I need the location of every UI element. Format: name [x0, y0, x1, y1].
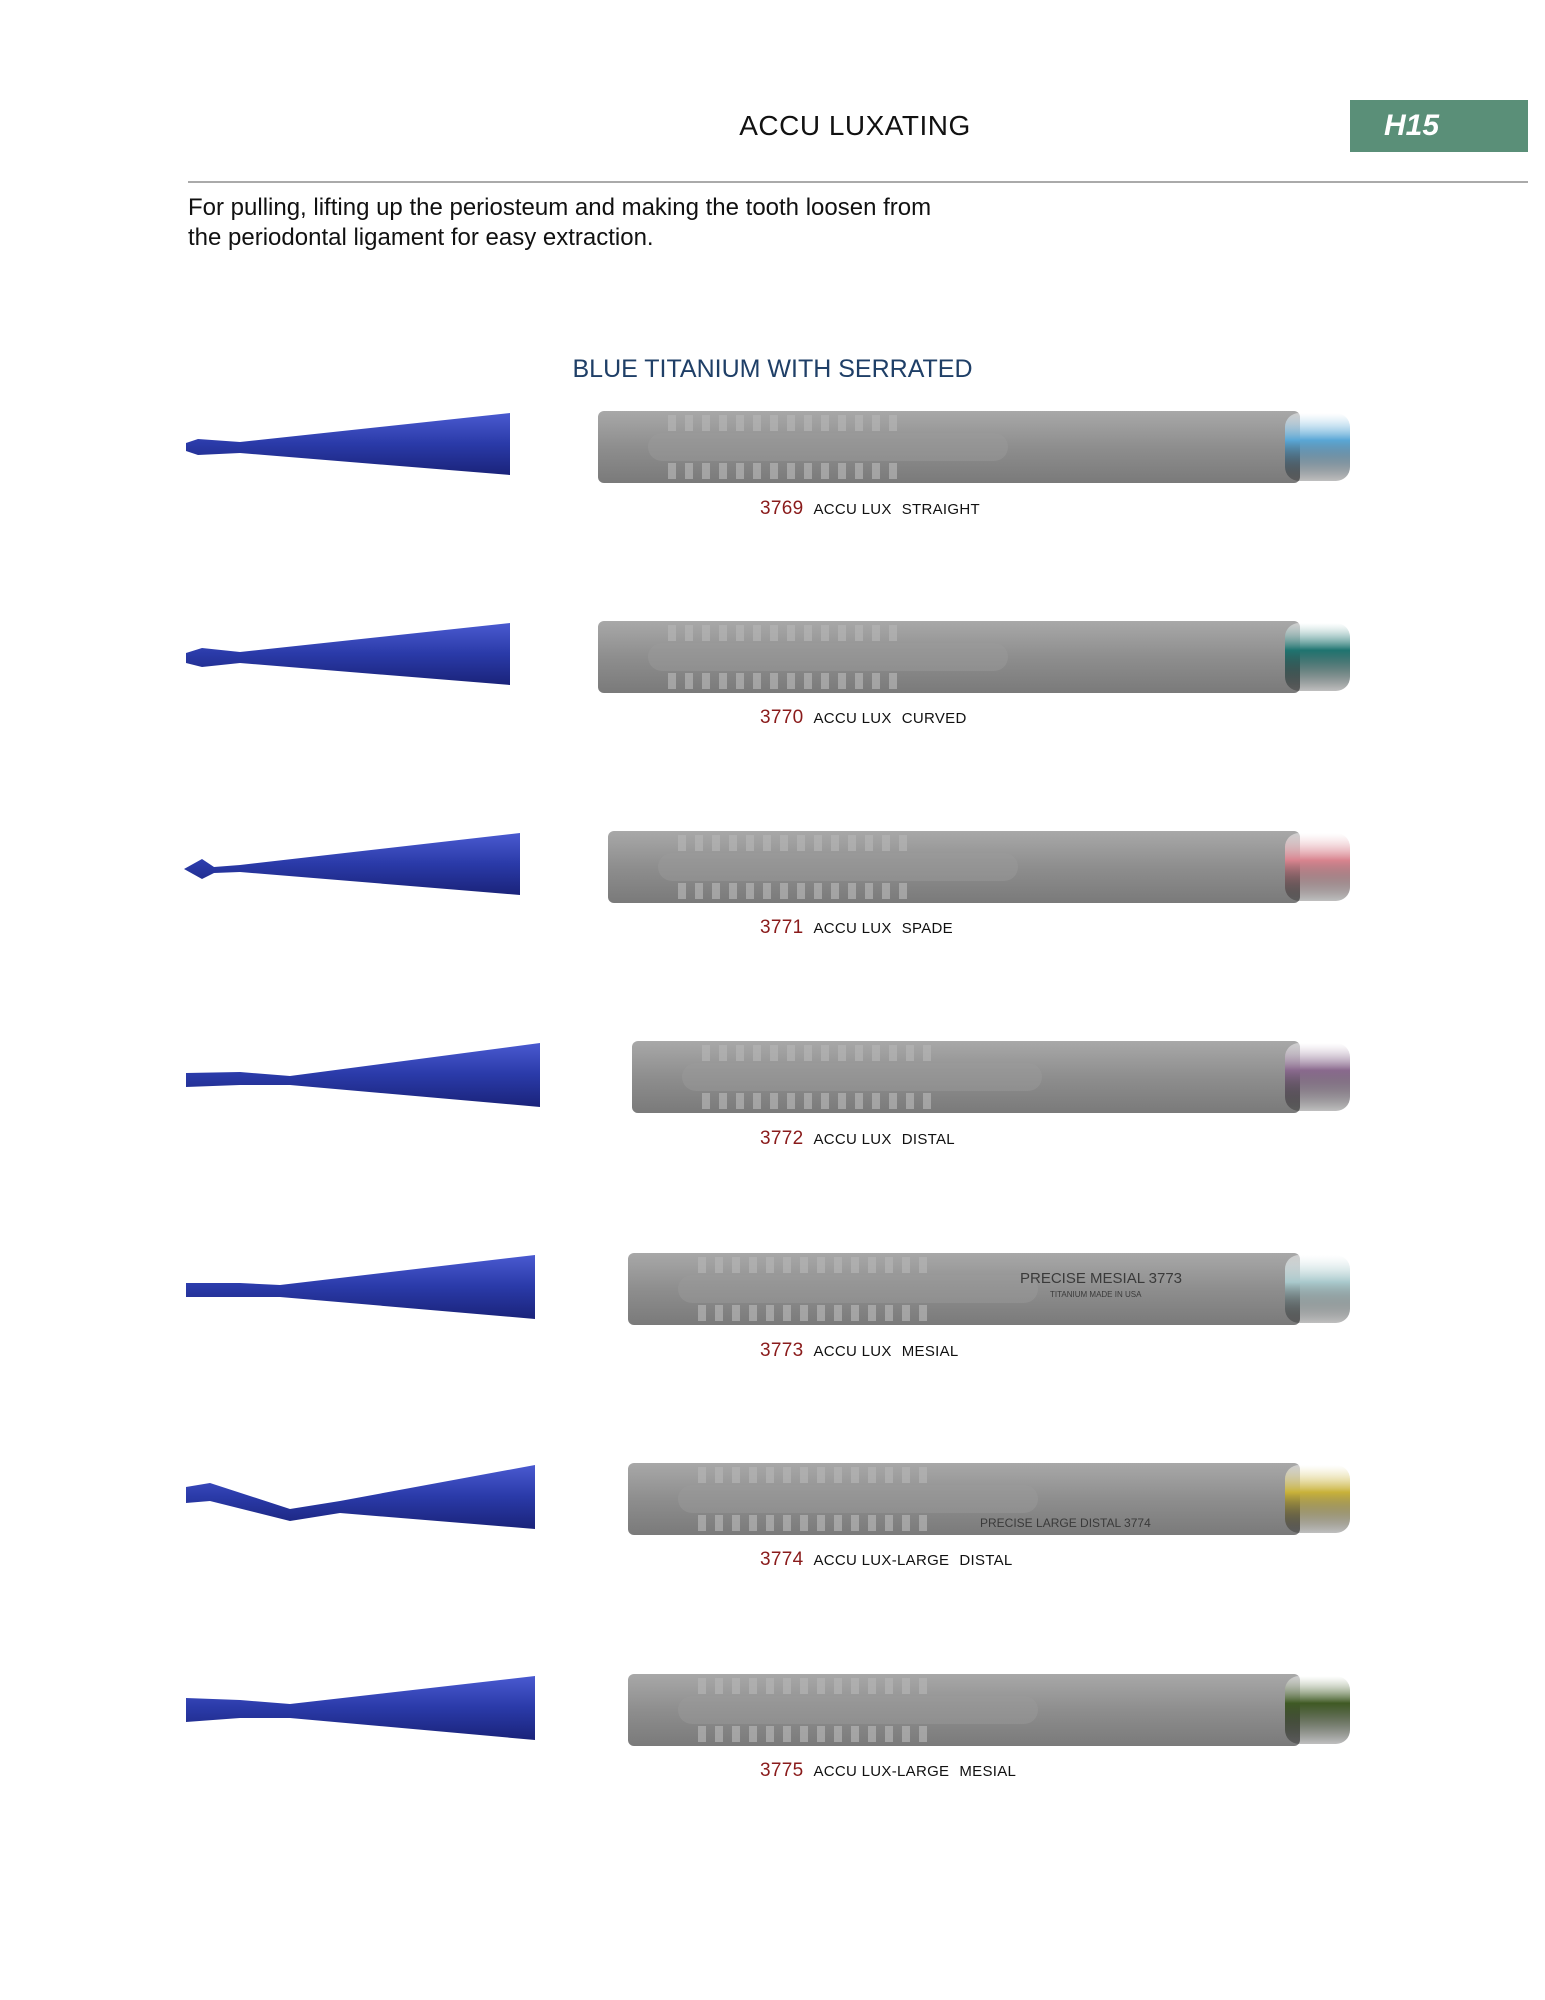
product-code: 3772: [760, 1128, 804, 1149]
serration: [783, 1257, 791, 1273]
serration: [855, 625, 863, 641]
serration: [719, 1093, 727, 1109]
serration: [753, 1045, 761, 1061]
serration: [817, 1726, 825, 1742]
serration: [678, 835, 686, 851]
instrument-caption: [760, 917, 953, 939]
serration: [736, 415, 744, 431]
thumb-groove: [658, 853, 1018, 881]
serration: [732, 1678, 740, 1694]
serration: [732, 1467, 740, 1483]
serration: [729, 835, 737, 851]
serration: [885, 1257, 893, 1273]
serration: [719, 1045, 727, 1061]
serration: [889, 415, 897, 431]
instrument-drawing: [180, 1035, 1370, 1125]
serration: [902, 1257, 910, 1273]
serration: [732, 1257, 740, 1273]
serration: [902, 1678, 910, 1694]
serration: [831, 835, 839, 851]
serration: [804, 463, 812, 479]
handle-engraving: PRECISE MESIAL 3773: [1020, 1270, 1183, 1287]
serration: [746, 835, 754, 851]
serration: [695, 883, 703, 899]
instrument-drawing: [180, 1247, 1370, 1337]
serration: [834, 1257, 842, 1273]
serration: [821, 673, 829, 689]
serration: [668, 415, 676, 431]
serration: [814, 835, 822, 851]
serration: [787, 1093, 795, 1109]
serration: [698, 1678, 706, 1694]
product-name: ACCU LUX: [813, 501, 892, 518]
serration: [800, 1678, 808, 1694]
serration: [766, 1726, 774, 1742]
serration: [732, 1305, 740, 1321]
serration: [736, 673, 744, 689]
serration: [736, 463, 744, 479]
serration: [868, 1305, 876, 1321]
serration: [851, 1726, 859, 1742]
serration: [783, 1305, 791, 1321]
serration: [804, 415, 812, 431]
serration: [817, 1678, 825, 1694]
serration: [834, 1678, 842, 1694]
serration: [753, 673, 761, 689]
serration: [719, 673, 727, 689]
instrument-image: [180, 1668, 1370, 1758]
end-cap: [1285, 623, 1350, 691]
serration: [732, 1515, 740, 1531]
serration: [783, 1515, 791, 1531]
product-code: 3770: [760, 707, 804, 728]
serration: [919, 1726, 927, 1742]
serration: [834, 1467, 842, 1483]
thumb-groove: [648, 643, 1008, 671]
serration: [821, 463, 829, 479]
serration: [698, 1257, 706, 1273]
section-heading: [0, 355, 1545, 384]
product-name: ACCU LUX: [813, 1131, 892, 1148]
serration: [851, 1467, 859, 1483]
serration: [749, 1305, 757, 1321]
end-cap: [1285, 1043, 1350, 1111]
serration: [834, 1515, 842, 1531]
serration: [902, 1467, 910, 1483]
serration: [814, 883, 822, 899]
serration: [906, 1045, 914, 1061]
end-cap: [1285, 413, 1350, 481]
product-code: 3775: [760, 1760, 804, 1781]
serration: [702, 625, 710, 641]
serration: [736, 1093, 744, 1109]
serration: [797, 883, 805, 899]
instrument-image: [180, 1247, 1370, 1337]
product-code: 3769: [760, 498, 804, 519]
serration: [749, 1515, 757, 1531]
serration: [763, 883, 771, 899]
serration: [851, 1257, 859, 1273]
serration: [800, 1305, 808, 1321]
serration: [851, 1515, 859, 1531]
serration: [797, 835, 805, 851]
serration: [868, 1257, 876, 1273]
serration: [855, 1045, 863, 1061]
serration: [770, 673, 778, 689]
serration: [804, 673, 812, 689]
product-variant: DISTAL: [901, 1131, 955, 1148]
serration: [770, 1045, 778, 1061]
serration: [804, 625, 812, 641]
instrument-caption: [760, 1549, 1013, 1571]
serration: [817, 1257, 825, 1273]
serration: [919, 1467, 927, 1483]
product-variant: DISTAL: [959, 1552, 1013, 1569]
serration: [668, 625, 676, 641]
end-cap: [1285, 1465, 1350, 1533]
serration: [889, 1093, 897, 1109]
serration: [732, 1726, 740, 1742]
serration: [851, 1678, 859, 1694]
thumb-groove: [678, 1275, 1038, 1303]
serration: [678, 883, 686, 899]
instrument-drawing: [180, 615, 1370, 705]
serration: [855, 415, 863, 431]
serration: [902, 1726, 910, 1742]
serration: [800, 1257, 808, 1273]
section-heading-text: BLUE TITANIUM WITH SERRATED: [572, 355, 973, 383]
serration: [923, 1093, 931, 1109]
product-name: ACCU LUX-LARGE: [813, 1552, 950, 1569]
serration: [780, 883, 788, 899]
serration: [817, 1305, 825, 1321]
thumb-groove: [678, 1696, 1038, 1724]
serration: [800, 1515, 808, 1531]
serration: [885, 1467, 893, 1483]
instrument-drawing: [180, 1668, 1370, 1758]
serration: [919, 1678, 927, 1694]
serration: [783, 1726, 791, 1742]
end-cap: [1285, 833, 1350, 901]
serration: [838, 625, 846, 641]
serration: [749, 1467, 757, 1483]
serration: [715, 1678, 723, 1694]
handle-engraving: PRECISE LARGE DISTAL 3774: [980, 1516, 1151, 1530]
product-variant: SPADE: [901, 920, 953, 937]
serration: [885, 1726, 893, 1742]
serration: [715, 1305, 723, 1321]
serration: [838, 1093, 846, 1109]
serration: [872, 1045, 880, 1061]
header-divider: [188, 181, 1528, 183]
serration: [872, 415, 880, 431]
serration: [865, 883, 873, 899]
serration: [712, 883, 720, 899]
serration: [872, 1093, 880, 1109]
product-variant: MESIAL: [901, 1343, 959, 1360]
serration: [698, 1305, 706, 1321]
serration: [821, 1045, 829, 1061]
serration: [787, 463, 795, 479]
serration: [872, 625, 880, 641]
serration: [715, 1257, 723, 1273]
serration: [685, 415, 693, 431]
serration: [712, 835, 720, 851]
serration: [729, 883, 737, 899]
product-name: ACCU LUX: [813, 1343, 892, 1360]
serration: [899, 883, 907, 899]
serration: [851, 1305, 859, 1321]
serration: [766, 1305, 774, 1321]
serration: [783, 1467, 791, 1483]
serration: [804, 1093, 812, 1109]
instrument-image: [180, 1035, 1370, 1125]
serration: [753, 415, 761, 431]
serration: [889, 1045, 897, 1061]
serration: [702, 463, 710, 479]
instrument-image: [180, 615, 1370, 705]
end-cap: [1285, 1676, 1350, 1744]
product-variant: MESIAL: [959, 1763, 1017, 1780]
serration: [749, 1678, 757, 1694]
serration: [865, 835, 873, 851]
instrument-caption: [760, 1128, 955, 1150]
blade-tip: [186, 623, 510, 685]
serration: [872, 673, 880, 689]
serration: [885, 1515, 893, 1531]
product-name: ACCU LUX-LARGE: [813, 1763, 950, 1780]
serration: [668, 673, 676, 689]
blade-tip: [186, 1043, 540, 1107]
serration: [834, 1726, 842, 1742]
serration: [923, 1045, 931, 1061]
serration: [787, 415, 795, 431]
serration: [889, 673, 897, 689]
serration: [770, 415, 778, 431]
serration: [668, 463, 676, 479]
instrument-image: [180, 1457, 1370, 1547]
serration: [787, 625, 795, 641]
serration: [821, 415, 829, 431]
serration: [882, 835, 890, 851]
serration: [770, 463, 778, 479]
serration: [821, 1093, 829, 1109]
serration: [763, 835, 771, 851]
serration: [766, 1257, 774, 1273]
serration: [889, 463, 897, 479]
serration: [702, 1093, 710, 1109]
serration: [753, 463, 761, 479]
serration: [831, 883, 839, 899]
serration: [749, 1726, 757, 1742]
serration: [821, 625, 829, 641]
product-code: 3774: [760, 1549, 804, 1570]
serration: [885, 1678, 893, 1694]
serration: [817, 1515, 825, 1531]
intro-line-1: For pulling, lifting up the periosteum and making the tooth loosen from: [188, 194, 932, 221]
serration: [868, 1467, 876, 1483]
thumb-groove: [648, 433, 1008, 461]
instrument-caption: [760, 498, 980, 520]
serration: [848, 835, 856, 851]
serration: [800, 1467, 808, 1483]
product-variant: CURVED: [901, 710, 967, 727]
serration: [766, 1467, 774, 1483]
serration: [804, 1045, 812, 1061]
blade-tip: [186, 1465, 535, 1529]
serration: [800, 1726, 808, 1742]
blade-tip: [186, 1255, 535, 1319]
serration: [868, 1515, 876, 1531]
serration: [919, 1257, 927, 1273]
serration: [885, 1305, 893, 1321]
serration: [685, 463, 693, 479]
serration: [906, 1093, 914, 1109]
serration: [766, 1678, 774, 1694]
serration: [855, 1093, 863, 1109]
serration: [698, 1515, 706, 1531]
product-code: 3773: [760, 1340, 804, 1361]
serration: [766, 1515, 774, 1531]
serration: [746, 883, 754, 899]
end-cap: [1285, 1255, 1350, 1323]
instrument-caption: [760, 1760, 1016, 1782]
blade-tip: [186, 413, 510, 475]
serration: [770, 625, 778, 641]
serration: [787, 673, 795, 689]
serration: [702, 415, 710, 431]
serration: [685, 625, 693, 641]
serration: [889, 625, 897, 641]
instrument-drawing: [180, 825, 1370, 915]
serration: [702, 673, 710, 689]
blade-tip: [184, 833, 520, 895]
serration: [868, 1726, 876, 1742]
serration: [855, 463, 863, 479]
serration: [698, 1726, 706, 1742]
serration: [736, 625, 744, 641]
serration: [753, 625, 761, 641]
serration: [715, 1726, 723, 1742]
thumb-groove: [682, 1063, 1042, 1091]
instrument-drawing: [180, 405, 1370, 495]
serration: [770, 1093, 778, 1109]
serration: [848, 883, 856, 899]
serration: [882, 883, 890, 899]
serration: [902, 1515, 910, 1531]
serration: [783, 1678, 791, 1694]
intro-text: [188, 193, 1088, 253]
serration: [719, 463, 727, 479]
serration: [868, 1678, 876, 1694]
serration: [899, 835, 907, 851]
product-name: ACCU LUX: [813, 920, 892, 937]
thumb-groove: [678, 1485, 1038, 1513]
handle-engraving-sub: TITANIUM MADE IN USA: [1050, 1290, 1142, 1299]
instrument-caption: [760, 707, 967, 729]
serration: [817, 1467, 825, 1483]
serration: [838, 415, 846, 431]
page-title: ACCU LUXATING: [739, 110, 971, 141]
page-tab: H15: [1350, 100, 1528, 152]
serration: [719, 415, 727, 431]
serration: [695, 835, 703, 851]
serration: [919, 1305, 927, 1321]
serration: [834, 1305, 842, 1321]
serration: [872, 463, 880, 479]
serration: [838, 673, 846, 689]
serration: [698, 1467, 706, 1483]
serration: [702, 1045, 710, 1061]
intro-line-2: the periodontal ligament for easy extraction.: [188, 224, 654, 251]
serration: [855, 673, 863, 689]
instrument-image: [180, 825, 1370, 915]
product-code: 3771: [760, 917, 804, 938]
instrument-image: [180, 405, 1370, 495]
serration: [719, 625, 727, 641]
product-variant: STRAIGHT: [901, 501, 980, 518]
serration: [715, 1515, 723, 1531]
serration: [838, 463, 846, 479]
instrument-caption: [760, 1340, 959, 1362]
serration: [787, 1045, 795, 1061]
serration: [749, 1257, 757, 1273]
blade-tip: [186, 1676, 535, 1740]
serration: [838, 1045, 846, 1061]
serration: [685, 673, 693, 689]
serration: [715, 1467, 723, 1483]
serration: [736, 1045, 744, 1061]
serration: [753, 1093, 761, 1109]
serration: [902, 1305, 910, 1321]
serration: [780, 835, 788, 851]
instrument-drawing: [180, 1457, 1370, 1547]
serration: [919, 1515, 927, 1531]
product-name: ACCU LUX: [813, 710, 892, 727]
